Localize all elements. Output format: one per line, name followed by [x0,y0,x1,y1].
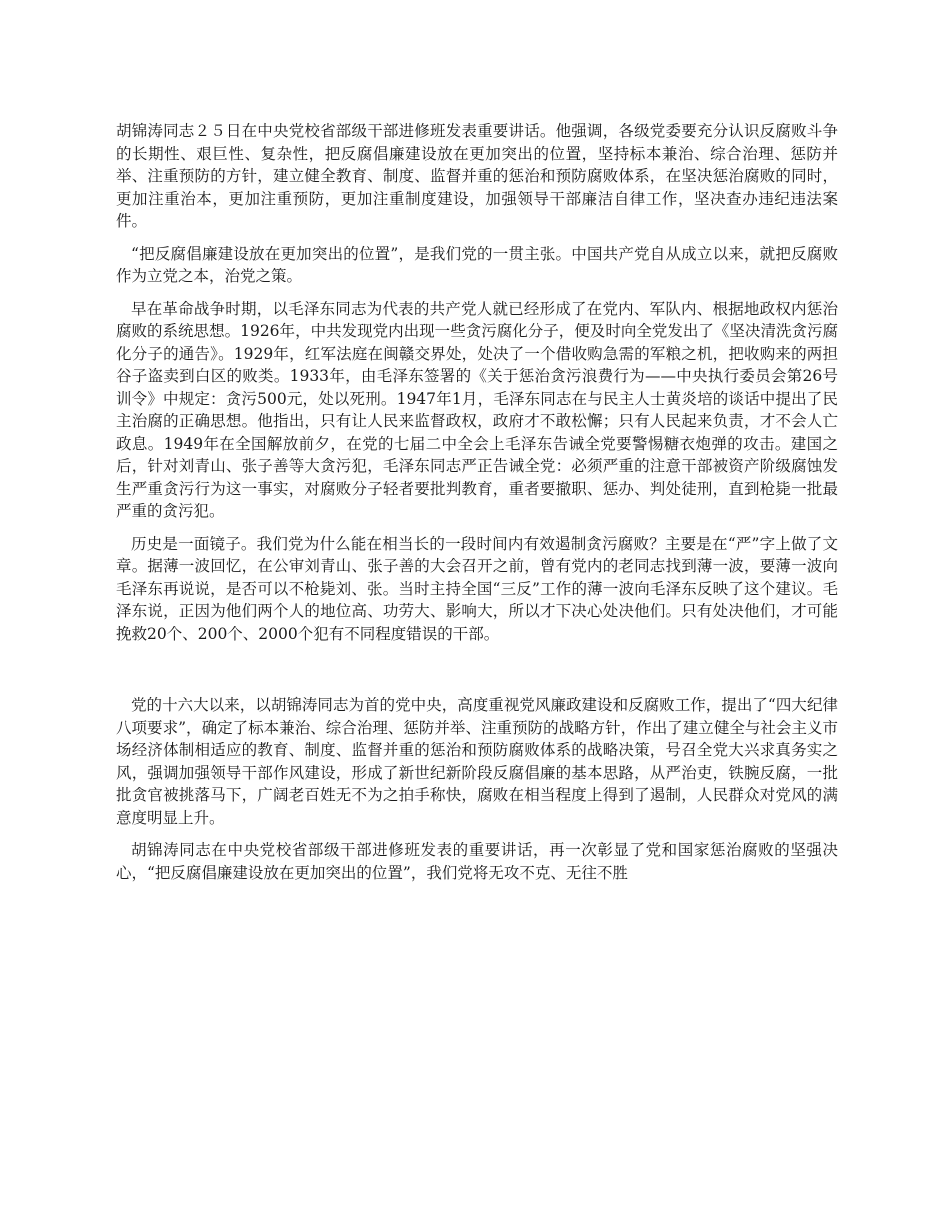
paragraph-3: 早在革命战争时期，以毛泽东同志为代表的共产党人就已经形成了在党内、军队内、根据地政权内惩治腐败的系统思想。1926年，中共发现党内出现一些贪污腐化分子，便及时向全党发出了《坚决清洗贪污腐化分子的通告》。1929年，红军法庭在闽赣交界处，处决了一个借收购急需的军粮之机，把收购来的两担谷子盗卖到白区的败类。1933年，由毛泽东签署的《关于惩治贪污浪费行为——中央执行委员会第26号训令》中规定：贪污500元，处以死刑。1947年1月，毛泽东同志在与民主人士黄炎培的谈话中提出了民主治腐的正确思想。他指出，只有让人民来监督政权，政府才不敢松懈；只有人民起来负责，才不会人亡政息。1949年在全国解放前夕，在党的七届二中全会上毛泽东告诫全党要警惕糖衣炮弹的攻击。建国之后，针对刘青山、张子善等大贪污犯，毛泽东同志严正告诫全党：必须严重的注意干部被资产阶级腐蚀发生严重贪污行为这一事实，对腐败分子轻者要批判教育，重者要撤职、惩办、判处徒刑，直到枪毙一批最严重的贪污犯。 [116,299,838,520]
paragraph-6: 胡锦涛同志在中央党校省部级干部进修班发表的重要讲话，再一次彰显了党和国家惩治腐败的坚强决心，“把反腐倡廉建设放在更加突出的位置”，我们党将无攻不克、无往不胜 [116,841,838,882]
paragraph-1: 胡锦涛同志２５日在中央党校省部级干部进修班发表重要讲话。他强调，各级党委要充分认识反腐败斗争的长期性、艰巨性、复杂性，把反腐倡廉建设放在更加突出的位置，坚持标本兼治、综合治理、惩防并举、注重预防的方针，建立健全教育、制度、监督并重的惩治和预防腐败体系，在坚决惩治腐败的同时，更加注重治本，更加注重预防，更加注重制度建设，加强领导干部廉洁自律工作，坚决查办违纪违法案件。 [116,122,838,230]
paragraph-4: 历史是一面镜子。我们党为什么能在相当长的一段时间内有效遏制贪污腐败？主要是在“严”字上做了文章。据薄一波回忆，在公审刘青山、张子善的大会召开之前，曾有党内的老同志找到薄一波，要薄一波向毛泽东再说说，是否可以不枪毙刘、张。当时主持全国“三反”工作的薄一波向毛泽东反映了这个建议。毛泽东说，正因为他们两个人的地位高、功劳大、影响大，所以才下决心处决他们。只有处决他们，才可能挽救20个、200个、2000个犯有不同程度错误的干部。 [116,534,838,643]
document-body [116,120,838,894]
paragraph-gap [116,655,838,694]
paragraph-5: 党的十六大以来，以胡锦涛同志为首的党中央，高度重视党风廉政建设和反腐败工作，提出了“四大纪律八项要求”，确定了标本兼治、综合治理、惩防并举、注重预防的战略方针，作出了建立健全与社会主义市场经济体制相适应的教育、制度、监督并重的惩治和预防腐败体系的战略决策，号召全党大兴求真务实之风，强调加强领导干部作风建设，形成了新世纪新阶段反腐倡廉的基本思路，从严治吏，铁腕反腐，一批批贪官被挑落马下，广阔老百姓无不为之拍手称快，腐败在相当程度上得到了遏制，人民群众对党风的满意度明显上升。 [116,696,838,827]
paragraph-2: “把反腐倡廉建设放在更加突出的位置”，是我们党的一贯主张。中国共产党自从成立以来，就把反腐败作为立党之本，治党之策。 [116,244,838,285]
